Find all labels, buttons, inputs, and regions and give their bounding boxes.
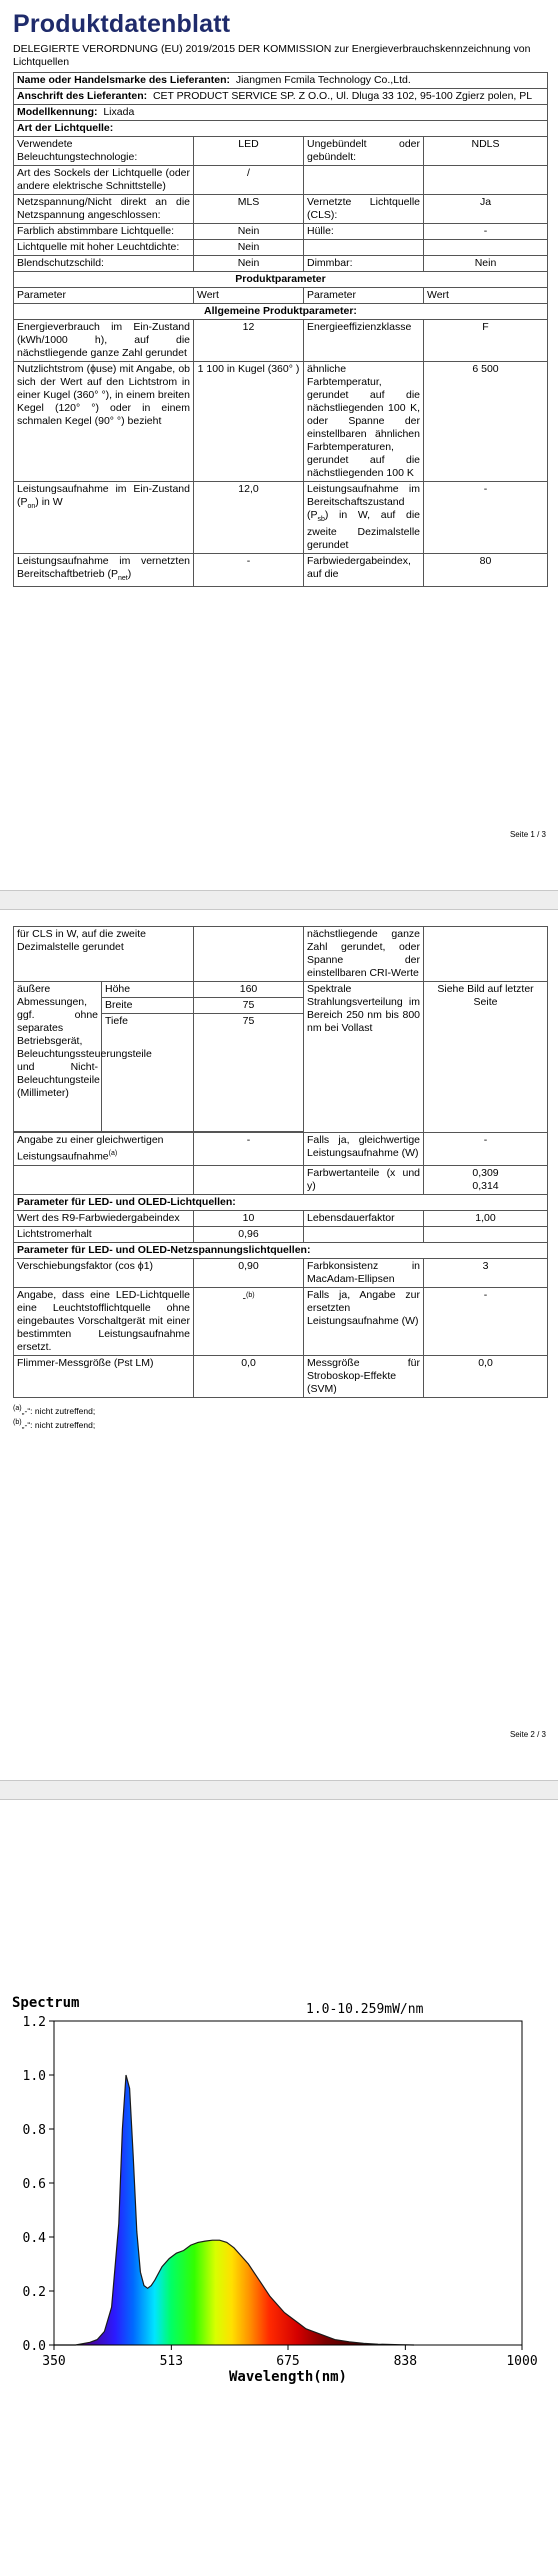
supplier-address: CET PRODUCT SERVICE SP. Z O.O., Ul. Dluga 33 102, 95-100 Zgierz polen, PL [152,90,533,102]
product-params-table-continued [13,926,548,1398]
column-header: Parameter [14,288,194,304]
row-label: Hülle: [304,224,424,240]
column-header-row [14,288,548,304]
row-value: 0,96 [194,1226,304,1242]
table-row [14,1133,548,1166]
row-value: LED [194,137,304,166]
row-label: für CLS in W, auf die zweite Dezimalstelle gerundet [14,927,194,982]
row-value: 0,0 [194,1355,304,1397]
row-label: Farbwiedergabeindex, auf die [304,554,424,587]
supplier-name-label: Name oder Handelsmarke des Lieferanten: [17,74,230,86]
spectrum-svg [6,1991,552,2391]
section-title-row [14,304,548,320]
row-label: Leistungsaufnahme im vernetzten Bereitschaftbetrieb $(P_{net})$ [14,554,194,587]
row-value: 12 [194,320,304,362]
row-value: Nein [194,240,304,256]
y-tick-label: 1.2 [22,2015,46,2030]
row-value: 10 [194,1210,304,1226]
row-label: Leistungsaufnahme im Bereitschaftszustand $(P_{sb})$ in W, auf die zweite Dezimalstelle gerundet [304,482,424,554]
page-title: Produktdatenblatt [13,10,231,38]
x-axis-label: Wavelength(nm) [228,2369,348,2385]
row-value: 1,00 [424,1210,548,1226]
row-label: Angabe zu einer gleichwertigen Leistungsaufnahme$^{(a)}$ [14,1133,194,1166]
dimension-name: Tiefe [102,1014,194,1132]
product-info-table [13,72,548,587]
table-row [14,195,548,224]
table-row [14,137,548,166]
dimension-value: 75 [194,1014,304,1132]
lightsource-type-label: Art der Lichtquelle: [14,121,548,137]
table-row [14,927,548,982]
row-label: Vernetzte Lichtquelle (CLS): [304,195,424,224]
lightsource-type-row [14,121,548,137]
row-label: Leistungsaufnahme im Ein-Zustand $(P_{on})$ in W [14,482,194,554]
y-tick-label: 0.6 [22,2177,46,2192]
row-label: Messgröße für Stroboskop-Effekte (SVM) [304,1355,424,1397]
table-row [14,1226,548,1242]
row-label: Farblich abstimmbare Lichtquelle: [14,224,194,240]
row-label: Energieeffizienzklasse [304,320,424,362]
spectrum-chart [6,1991,552,2391]
row-value: Nein [194,224,304,240]
chart-annotation: 1.0-10.259mW/nm [306,2002,424,2017]
row-label: ähnliche Farbtemperatur, gerundet auf die nächstliegenden 100 K, oder Spanne der einstellbaren ähnlichen Farbtemperaturen, gerundet auf die nächstliegenden 100 K [304,362,424,482]
row-value: 3 [424,1258,548,1287]
row-label: Verschiebungsfaktor (cos ϕ1) [14,1258,194,1287]
footnote-b: $^{(b)}$„-“: nicht zutreffend; [13,1418,96,1431]
table-row [14,1165,548,1194]
row-value: - [424,482,548,554]
dimension-value: 75 [194,998,304,1014]
page-number: Seite 1 / 3 [509,830,546,839]
row-label: Ungebündelt oder gebündelt: [304,137,424,166]
row-label: Flimmer-Messgröße (Pst LM) [14,1355,194,1397]
row-label: Lebensdauerfaktor [304,1210,424,1226]
table-row [14,1210,548,1226]
dimensions-label: äußere Abmessungen, ggf. ohne separates Betriebsgerät, Beleuchtungssteuerungsteile und Nicht-Beleuchtungsteile (Millimeter) [14,982,102,1132]
table-row [14,320,548,362]
regulation-subtitle: DELEGIERTE VERORDNUNG (EU) 2019/2015 DER KOMMISSION zur Energieverbrauchskennzeichnung von Lichtquellen [13,43,531,68]
row-label: Lichtquelle mit hoher Leuchtdichte: [14,240,194,256]
row-value: 0,90 [194,1258,304,1287]
row-label: Dimmbar: [304,256,424,272]
column-header: Wert [194,288,304,304]
row-label: Blendschutzschild: [14,256,194,272]
footnote-a: $^{(a)}$„-“: nicht zutreffend; [13,1403,96,1416]
column-header: Parameter [304,288,424,304]
led-mains-params-title: Parameter für LED- und OLED-Netzspannungslichtquellen: [14,1242,548,1258]
y-tick-label: 0.4 [22,2231,46,2246]
row-label: nächstliegende ganze Zahl gerundet, oder Spanne der einstellbaren CRI-Werte [304,927,424,982]
row-label [304,166,424,195]
row-label [304,240,424,256]
model-row [14,105,548,121]
column-header: Wert [424,288,548,304]
row-label: Nutzlichtstrom (ϕuse) mit Angabe, ob sich der Wert auf den Lichtstrom in einer Kugel (360° °), in einem breiten Kegel (120° °) oder in einem schmalen Kegel (90° °) bezieht [14,362,194,482]
page-2 [0,910,558,1780]
row-label: Falls ja, Angabe zur ersetzten Leistungsaufnahme (W) [304,1287,424,1355]
general-params-title: Allgemeine Produktparameter: [14,304,548,320]
table-row [14,166,548,195]
spectrum-area [54,2075,414,2345]
row-value: - [194,1133,304,1166]
row-value: 1 100 in Kugel (360° ) [194,362,304,482]
row-label: Wert des R9-Farbwiedergabeindex [14,1210,194,1226]
model-label: Modellkennung: [17,106,98,118]
dimension-name: Höhe [102,982,194,998]
product-params-title: Produktparameter [14,272,548,288]
supplier-address-row [14,89,548,105]
row-value: NDLS [424,137,548,166]
row-label: Angabe, dass eine LED-Lichtquelle eine Leuchtstofflichtquelle ohne eingebautes Vorschaltgerät mit einer bestimmten Leistungsaufnahme ersetzt. [14,1287,194,1355]
led-params-title: Parameter für LED- und OLED-Lichtquellen: [14,1194,548,1210]
x-tick-label: 1000 [506,2354,538,2369]
table-row [14,224,548,240]
supplier-name-row [14,73,548,89]
table-row [14,1258,548,1287]
row-value [424,240,548,256]
row-value: - [424,1287,548,1355]
row-value: 0,309 0,314 [424,1165,548,1194]
row-value: 0,0 [424,1355,548,1397]
row-value: Ja [424,195,548,224]
x-tick-label: 838 [393,2354,418,2369]
row-value: - [424,1133,548,1166]
spectral-label: Spektrale Strahlungsverteilung im Bereich 250 nm bis 800 nm bei Vollast [304,982,424,1133]
section-title-row [14,1194,548,1210]
row-value: MLS [194,195,304,224]
page-3 [0,1800,558,2560]
table-row [14,256,548,272]
section-title-row [14,272,548,288]
row-value: -$^{(b)}$ [194,1287,304,1355]
table-row [14,1355,548,1397]
x-tick-label: 513 [159,2354,184,2369]
row-label: Art des Sockels der Lichtquelle (oder andere elektrische Schnittstelle) [14,166,194,195]
y-tick-label: 0.8 [22,2123,46,2138]
page-separator [0,1780,558,1800]
dimension-value: 160 [194,982,304,998]
model-value: Lixada [103,106,135,118]
row-value: 12,0 [194,482,304,554]
y-tick-label: 0.0 [22,2339,46,2354]
y-tick-label: 1.0 [22,2069,46,2084]
row-value: 6 500 [424,362,548,482]
y-ticks [23,2015,54,2354]
row-value [424,166,548,195]
table-row [14,1287,548,1355]
page-1 [0,0,558,890]
table-row [14,240,548,256]
section-title-row [14,1242,548,1258]
row-label: Lichtstromerhalt [14,1226,194,1242]
row-value: - [194,554,304,587]
row-label: Falls ja, gleichwertige Leistungsaufnahme (W) [304,1133,424,1166]
x-ticks [42,2345,537,2369]
table-row [14,362,548,482]
row-label: Farbkonsistenz in MacAdam-Ellipsen [304,1258,424,1287]
row-value: Nein [194,256,304,272]
x-tick-label: 350 [42,2354,66,2369]
page-number: Seite 2 / 3 [509,1730,546,1739]
row-value: Nein [424,256,548,272]
supplier-address-label: Anschrift des Lieferanten: [17,90,148,102]
row-value: - [424,224,548,240]
page-separator [0,890,558,910]
row-label: Verwendete Beleuchtungstechnologie: [14,137,194,166]
x-tick-label: 675 [276,2354,300,2369]
table-row [14,482,548,554]
table-row [14,554,548,587]
supplier-name: Jiangmen Fcmila Technology Co.,Ltd. [235,74,411,86]
row-label: Energieverbrauch im Ein-Zustand (kWh/1000 h), auf die nächstliegende ganze Zahl gerundet [14,320,194,362]
dimension-row [14,982,548,998]
spectral-value: Siehe Bild auf letzter Seite [424,982,548,1133]
row-label: Farbwertanteile (x und y) [304,1165,424,1194]
row-value: 80 [424,554,548,587]
row-value: F [424,320,548,362]
chart-title: Spectrum [12,1995,80,2011]
row-value: / [194,166,304,195]
dimension-name: Breite [102,998,194,1014]
y-tick-label: 0.2 [22,2285,46,2300]
row-label: Netzspannung/Nicht direkt an die Netzspannung angeschlossen: [14,195,194,224]
footnotes [13,1402,547,1432]
